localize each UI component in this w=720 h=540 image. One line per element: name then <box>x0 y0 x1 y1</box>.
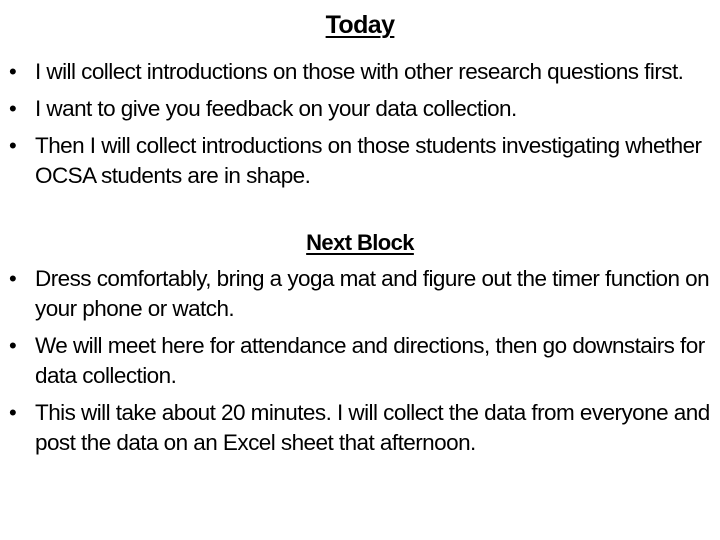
bullet-icon: • <box>9 133 17 158</box>
bullet-item <box>0 57 720 87</box>
bullet-item <box>0 331 720 391</box>
bullet-icon: • <box>9 333 17 358</box>
section-heading-next-block: Next Block <box>306 230 414 255</box>
bullet-text: We will meet here for attendance and directions, then go downstairs for data collection. <box>35 333 705 388</box>
bullet-text: Dress comfortably, bring a yoga mat and figure out the timer function on your phone or watch. <box>35 266 710 321</box>
bullet-icon: • <box>9 59 17 84</box>
bullet-text: This will take about 20 minutes. I will collect the data from everyone and post the data on an Excel sheet that afternoon. <box>35 400 710 455</box>
bullet-item <box>0 94 720 124</box>
bullet-text: Then I will collect introductions on those students investigating whether OCSA students are in shape. <box>35 133 702 188</box>
bullet-icon: • <box>9 400 17 425</box>
next-block-bullet-list <box>0 264 720 465</box>
bullet-item <box>0 264 720 324</box>
bullet-item <box>0 398 720 458</box>
slide-title: Today <box>325 11 395 39</box>
bullet-text: I will collect introductions on those with other research questions first. <box>35 59 684 84</box>
bullet-icon: • <box>9 96 17 121</box>
bullet-item <box>0 131 720 191</box>
today-bullet-list <box>0 57 720 198</box>
bullet-icon: • <box>9 266 17 291</box>
bullet-text: I want to give you feedback on your data collection. <box>35 96 517 121</box>
